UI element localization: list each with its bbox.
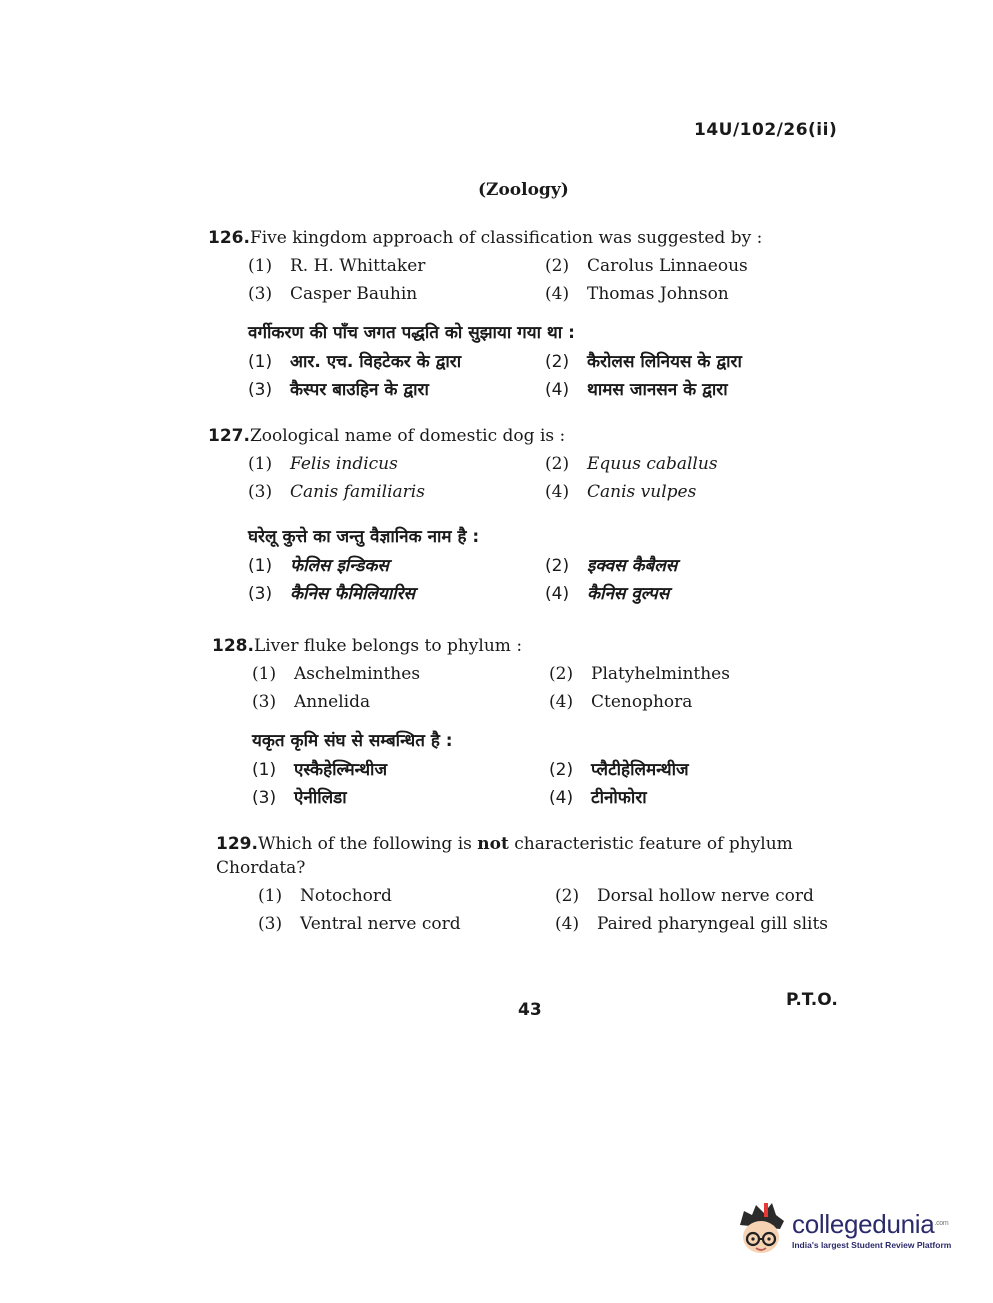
option-text: फेलिस इन्डिकस bbox=[290, 556, 389, 576]
option-item bbox=[248, 480, 545, 504]
hindi-option-item bbox=[252, 786, 549, 810]
hindi-option-item bbox=[248, 554, 545, 578]
option-number: (3) bbox=[248, 380, 273, 400]
pto-label: P.T.O. bbox=[786, 990, 838, 1010]
option-number: (1) bbox=[252, 760, 277, 780]
option-text: Dorsal hollow nerve cord bbox=[597, 886, 814, 906]
hindi-option-item bbox=[545, 350, 845, 374]
option-number: (2) bbox=[549, 664, 574, 684]
paper-code: 14U/102/26(ii) bbox=[694, 120, 838, 140]
option-text: Aschelminthes bbox=[294, 664, 421, 684]
option-text: टीनोफोरा bbox=[591, 788, 647, 808]
logo-tagline: India's largest Student Review Platform bbox=[792, 1240, 952, 1250]
hindi-option-item bbox=[545, 582, 845, 606]
logo-suffix: .com bbox=[934, 1220, 949, 1227]
option-item bbox=[248, 282, 545, 306]
hindi-option-item bbox=[248, 350, 545, 374]
hindi-option-item bbox=[545, 554, 845, 578]
collegedunia-logo bbox=[734, 1198, 960, 1262]
option-item bbox=[252, 690, 549, 714]
option-text: Felis indicus bbox=[290, 454, 398, 474]
question-number: 126. bbox=[208, 228, 250, 248]
option-number: (2) bbox=[545, 256, 570, 276]
option-number: (4) bbox=[555, 914, 580, 934]
hindi-question-text: वर्गीकरण की पाँच जगत पद्धति को सुझाया गया था : bbox=[248, 323, 575, 343]
option-number: (2) bbox=[555, 886, 580, 906]
option-text: Platyhelminthes bbox=[591, 664, 730, 684]
question-stem: Five kingdom approach of classification was suggested by : bbox=[249, 228, 763, 248]
question-128 bbox=[212, 634, 852, 810]
question-stem-emphasis: not bbox=[477, 834, 509, 854]
hindi-option-item bbox=[252, 758, 549, 782]
option-text: R. H. Whittaker bbox=[290, 256, 426, 276]
hindi-options-grid bbox=[248, 350, 848, 402]
option-text: Carolus Linnaeous bbox=[587, 256, 748, 276]
option-number: (4) bbox=[545, 482, 570, 502]
option-text: Equus caballus bbox=[587, 454, 718, 474]
option-item bbox=[252, 662, 549, 686]
option-number: (3) bbox=[248, 284, 273, 304]
options-grid bbox=[258, 884, 846, 936]
option-item bbox=[549, 690, 849, 714]
option-text: Annelida bbox=[294, 692, 371, 712]
hindi-option-item bbox=[549, 786, 849, 810]
option-text: एस्कैहेल्मिन्थीज bbox=[294, 760, 388, 780]
options-grid bbox=[252, 662, 852, 714]
option-text: कैनिस वुल्पस bbox=[587, 584, 670, 604]
question-stem-end: characteristic feature of phylum Chordata? bbox=[216, 834, 793, 878]
option-number: (3) bbox=[252, 692, 277, 712]
question-127 bbox=[208, 424, 848, 606]
option-number: (4) bbox=[549, 788, 574, 808]
option-number: (4) bbox=[545, 584, 570, 604]
section-title: (Zoology) bbox=[478, 180, 569, 200]
hindi-option-item bbox=[549, 758, 849, 782]
option-number: (3) bbox=[248, 482, 273, 502]
option-number: (3) bbox=[248, 584, 273, 604]
option-item bbox=[555, 884, 855, 908]
option-number: (2) bbox=[545, 352, 570, 372]
option-item bbox=[248, 254, 545, 278]
option-text: कैनिस फैमिलियारिस bbox=[290, 584, 416, 604]
option-item bbox=[549, 662, 849, 686]
hindi-block bbox=[248, 524, 848, 606]
option-number: (1) bbox=[248, 256, 273, 276]
hindi-option-item bbox=[248, 378, 545, 402]
question-text bbox=[208, 424, 848, 448]
page-number: 43 bbox=[518, 1000, 542, 1020]
hindi-options-grid bbox=[248, 554, 848, 606]
option-text: Casper Bauhin bbox=[290, 284, 418, 304]
option-text: इक्वस कैबैलस bbox=[587, 556, 678, 576]
question-stem: Liver fluke belongs to phylum : bbox=[253, 636, 523, 656]
question-129 bbox=[216, 832, 846, 936]
option-item bbox=[555, 912, 855, 936]
option-number: (1) bbox=[248, 556, 273, 576]
question-text bbox=[208, 226, 848, 250]
option-text: कैस्पर बाउहिन के द्वारा bbox=[290, 380, 429, 400]
hindi-block bbox=[248, 320, 848, 402]
option-item bbox=[248, 452, 545, 476]
hindi-block bbox=[252, 728, 852, 810]
option-number: (2) bbox=[545, 454, 570, 474]
option-number: (4) bbox=[545, 284, 570, 304]
option-number: (1) bbox=[258, 886, 283, 906]
options-grid bbox=[248, 254, 848, 306]
hindi-question-text: घरेलू कुत्ते का जन्तु वैज्ञानिक नाम है : bbox=[248, 527, 480, 547]
hindi-option-item bbox=[248, 582, 545, 606]
hindi-options-grid bbox=[252, 758, 852, 810]
question-text bbox=[212, 634, 852, 658]
option-text: प्लैटीहेलिमन्थीज bbox=[591, 760, 689, 780]
question-text bbox=[216, 832, 846, 880]
option-number: (1) bbox=[248, 454, 273, 474]
option-text: थामस जानसन के द्वारा bbox=[587, 380, 728, 400]
option-number: (1) bbox=[252, 664, 277, 684]
option-item bbox=[545, 452, 845, 476]
option-number: (3) bbox=[252, 788, 277, 808]
option-text: ऐनीलिडा bbox=[294, 788, 347, 808]
question-number: 129. bbox=[216, 834, 258, 854]
option-text: Paired pharyngeal gill slits bbox=[597, 914, 829, 934]
option-text: Thomas Johnson bbox=[587, 284, 729, 304]
question-126 bbox=[208, 226, 848, 402]
option-item bbox=[258, 884, 555, 908]
hindi-question-text: यकृत कृमि संघ से सम्बन्धित है : bbox=[252, 731, 453, 751]
question-number: 127. bbox=[208, 426, 250, 446]
option-item bbox=[545, 254, 845, 278]
option-text: Notochord bbox=[300, 886, 392, 906]
option-number: (2) bbox=[549, 760, 574, 780]
option-text: आर. एच. विहटेकर के द्वारा bbox=[290, 352, 462, 372]
option-number: (4) bbox=[549, 692, 574, 712]
option-text: कैरोलस लिनियस के द्वारा bbox=[587, 352, 742, 372]
option-text: Canis vulpes bbox=[587, 482, 697, 502]
option-number: (3) bbox=[258, 914, 283, 934]
logo-text bbox=[792, 1210, 951, 1250]
logo-name: collegedunia bbox=[792, 1209, 935, 1239]
mascot-icon bbox=[734, 1201, 788, 1259]
option-number: (4) bbox=[545, 380, 570, 400]
question-stem: Zoological name of domestic dog is : bbox=[249, 426, 566, 446]
option-item bbox=[545, 282, 845, 306]
question-number: 128. bbox=[212, 636, 254, 656]
option-item bbox=[258, 912, 555, 936]
logo-wordmark bbox=[792, 1210, 951, 1238]
options-grid bbox=[248, 452, 848, 504]
option-number: (2) bbox=[545, 556, 570, 576]
option-number: (1) bbox=[248, 352, 273, 372]
option-text: Ctenophora bbox=[591, 692, 693, 712]
option-item bbox=[545, 480, 845, 504]
option-text: Ventral nerve cord bbox=[300, 914, 461, 934]
question-stem-start: Which of the following is bbox=[257, 834, 472, 854]
option-text: Canis familiaris bbox=[290, 482, 425, 502]
hindi-option-item bbox=[545, 378, 845, 402]
